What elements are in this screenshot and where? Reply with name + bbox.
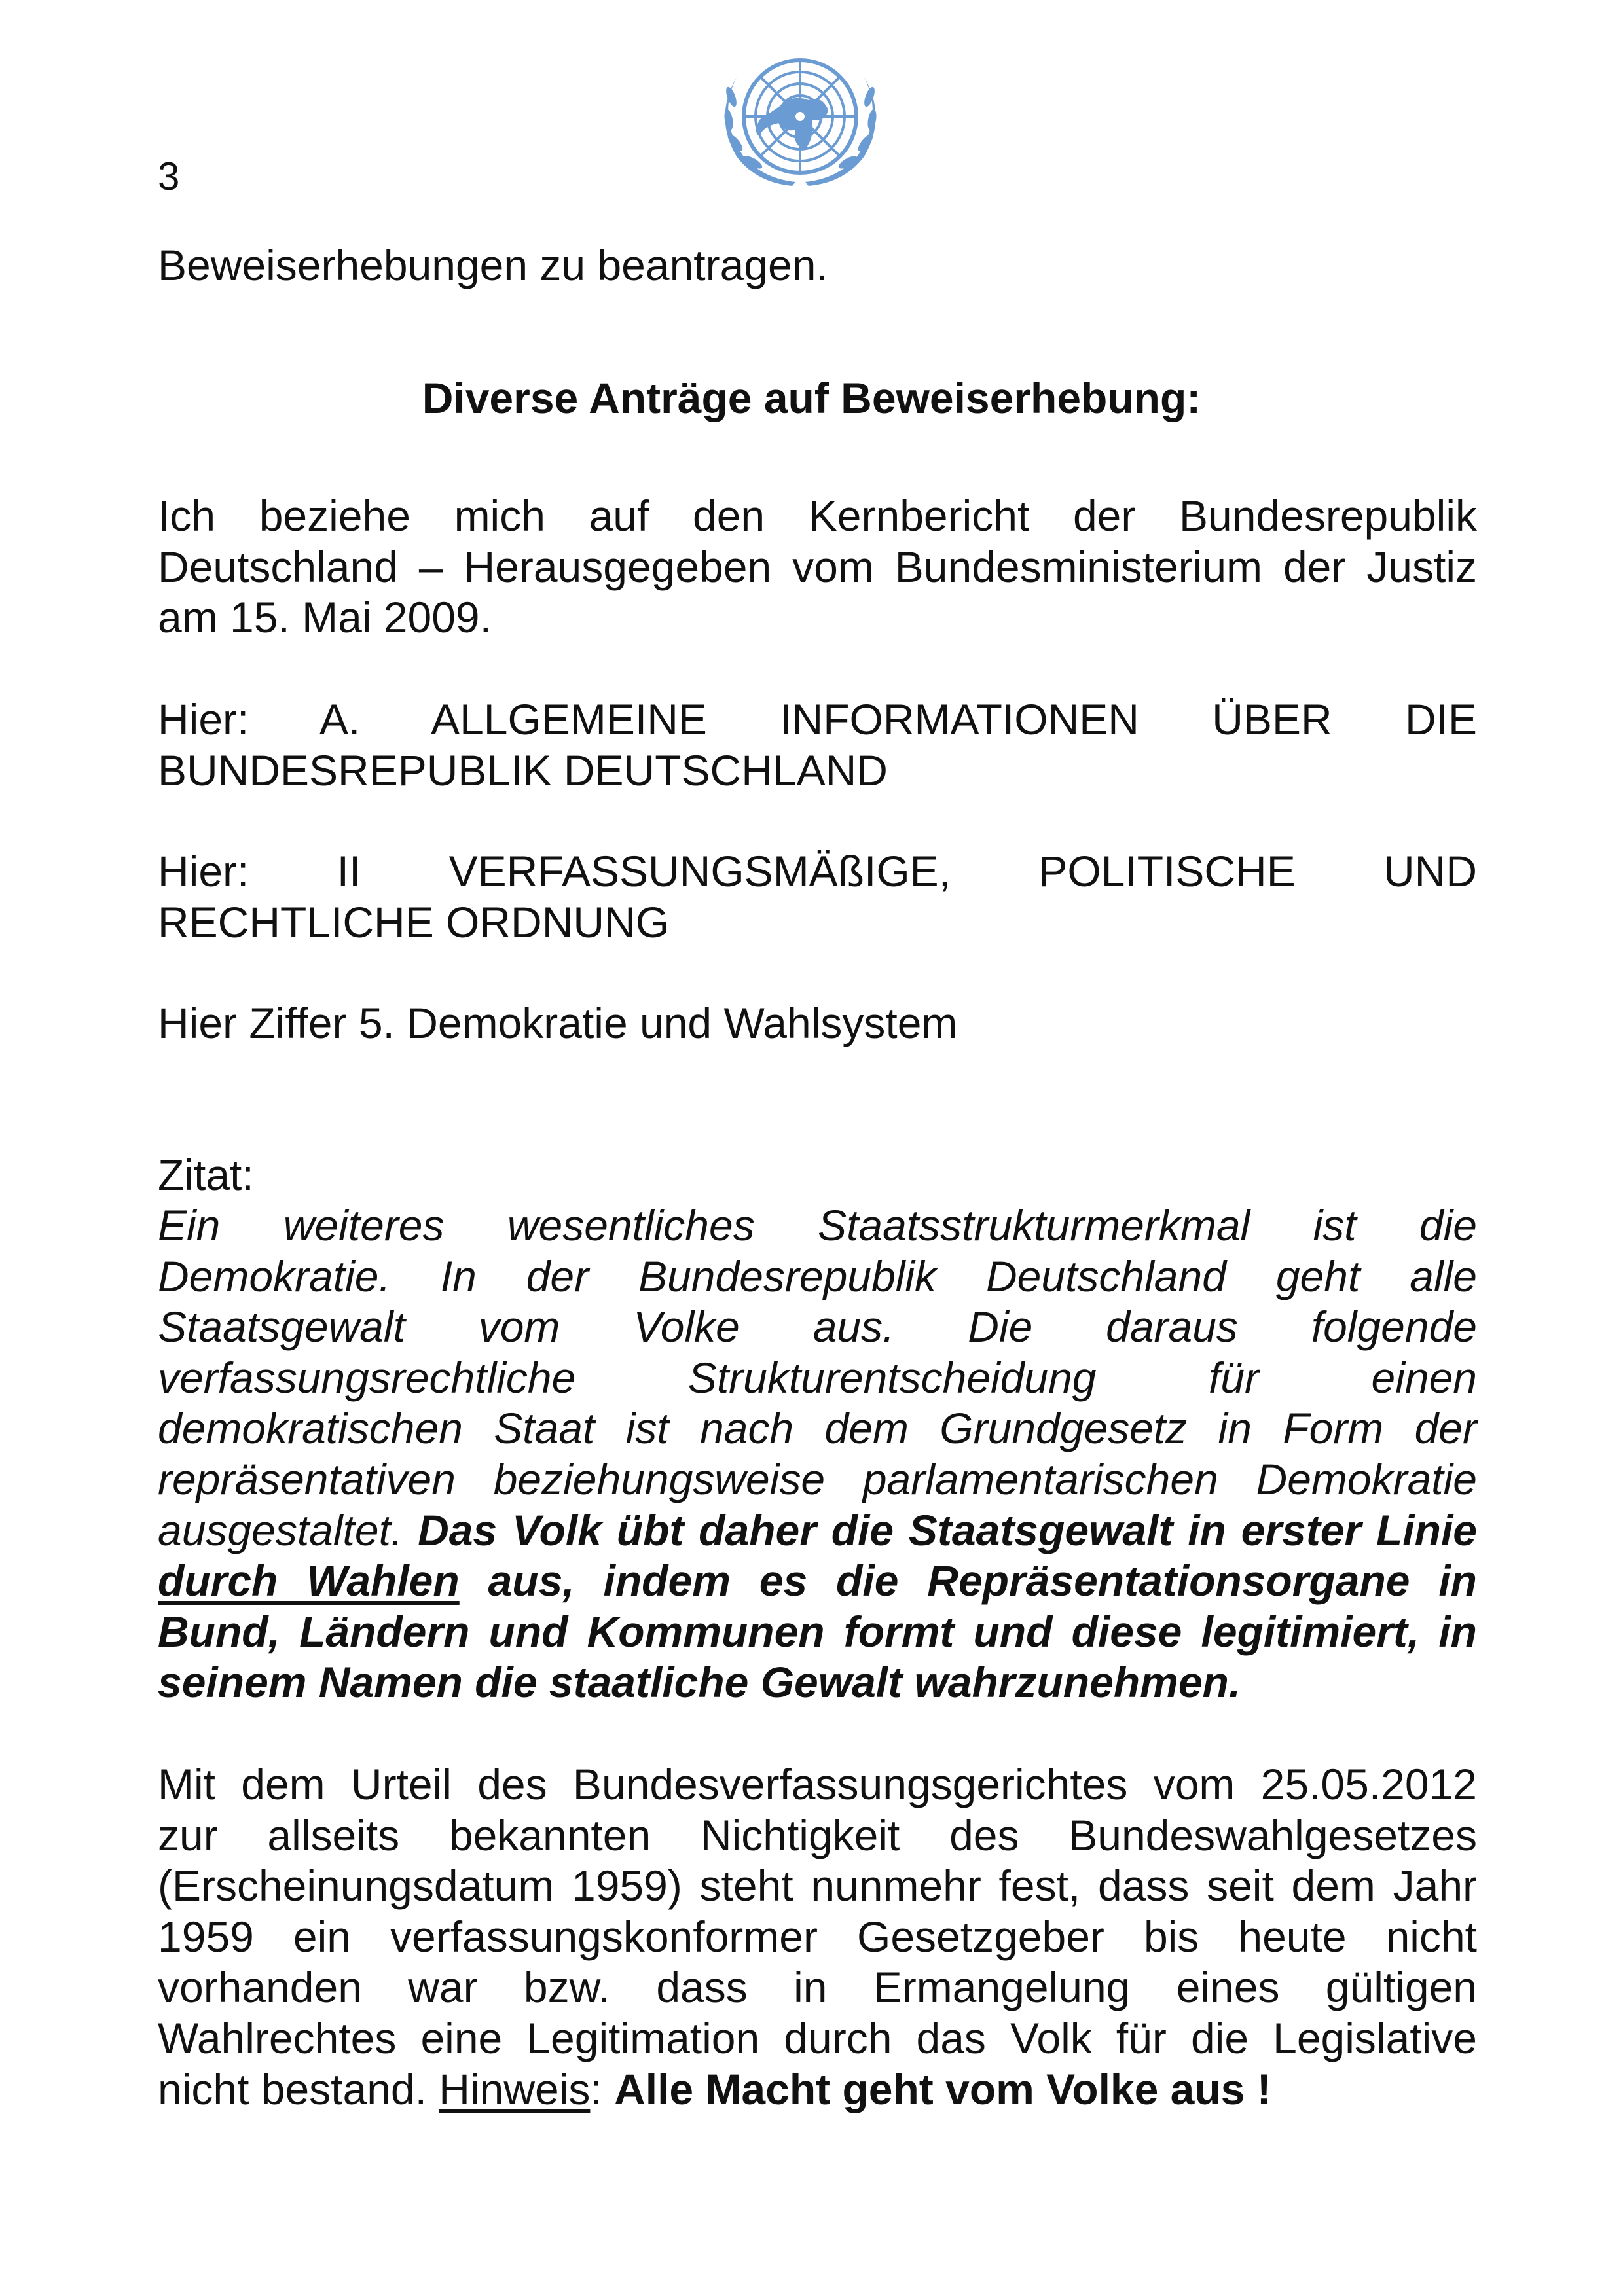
- text-line: [158, 1861, 1477, 1912]
- text-line: [158, 542, 1477, 593]
- text-segment: (Erscheinungsdatum 1959) steht nunmehr fest, dass seit dem Jahr: [158, 1861, 1477, 1910]
- text-segment: Alle Macht geht vom Volke aus !: [614, 2064, 1271, 2113]
- text-segment: Ich beziehe mich auf den Kernbericht der Bundesrepublik: [158, 492, 1477, 540]
- text-line: [158, 1657, 1477, 1708]
- text-line: [158, 1200, 1477, 1251]
- text-segment: ausgestaltet.: [158, 1505, 418, 1554]
- text-line: [158, 1912, 1477, 1963]
- text-line: [158, 2013, 1477, 2064]
- text-segment: am 15. Mai 2009.: [158, 593, 492, 642]
- text-segment: RECHTLICHE ORDNUNG: [158, 897, 670, 946]
- text-segment: Mit dem Urteil des Bundesverfassungsgerichtes vom 25.05.2012: [158, 1760, 1477, 1808]
- text-segment: Wahlrechtes eine Legitimation durch das Volk für die Legislative: [158, 2013, 1477, 2062]
- text-line: [158, 846, 1477, 897]
- paragraph-hier-a: [158, 694, 1477, 796]
- quote-block: [158, 1200, 1477, 1708]
- text-line: [158, 1962, 1477, 2013]
- un-emblem-logo: [717, 51, 884, 188]
- text-segment: Ein weiteres wesentliches Staatsstrukturmerkmal ist die: [158, 1201, 1477, 1249]
- text-segment: nicht bestand.: [158, 2064, 439, 2113]
- text-line: [158, 1810, 1477, 1861]
- text-segment: Hier: A. ALLGEMEINE INFORMATIONEN ÜBER DIE: [158, 695, 1477, 744]
- paragraph-hier-ii: [158, 846, 1477, 948]
- text-line: [158, 1454, 1477, 1505]
- text-line: [158, 745, 1477, 797]
- text-segment: Staatsgewalt vom Volke aus. Die daraus folgende: [158, 1302, 1477, 1352]
- text-segment: Hier Ziffer 5. Demokratie und Wahlsystem: [158, 999, 958, 1047]
- text-line: [158, 1505, 1477, 1556]
- text-line: [158, 1403, 1477, 1454]
- text-segment: demokratischen Staat ist nach dem Grundgesetz in Form der: [158, 1404, 1477, 1453]
- paragraph-kernbericht: [158, 491, 1477, 643]
- text-line: [158, 1607, 1477, 1658]
- text-line: [158, 897, 1477, 948]
- text-line: [158, 1150, 1477, 1201]
- text-segment: durch Wahlen: [158, 1556, 460, 1605]
- text-segment: :: [590, 2064, 615, 2113]
- text-segment: Deutschland – Herausgegeben vom Bundesministerium der Justiz: [158, 542, 1477, 591]
- section-heading: Diverse Anträge auf Beweiserhebung:: [422, 374, 1201, 422]
- text-segment: Zitat:: [158, 1151, 254, 1199]
- text-segment: verfassungsrechtliche Strukturentscheidung für einen: [158, 1353, 1477, 1402]
- text-line: [158, 1759, 1477, 1810]
- text-segment: Hinweis: [439, 2064, 591, 2113]
- text-line: [158, 1302, 1477, 1353]
- text-segment: Bund, Ländern und Kommunen formt und diese legitimiert, in: [158, 1607, 1477, 1656]
- text-segment: aus, indem es die Repräsentationsorgane in: [459, 1556, 1477, 1605]
- text-segment: Demokratie. In der Bundesrepublik Deutschland geht alle: [158, 1251, 1477, 1300]
- text-segment: repräsentativen beziehungsweise parlamentarischen Demokratie: [158, 1454, 1477, 1503]
- text-line: [158, 1353, 1477, 1404]
- text-line: [158, 592, 1477, 643]
- page-number: 3: [158, 154, 180, 198]
- text-line: [158, 240, 1477, 291]
- text-line: [158, 1251, 1477, 1302]
- text-segment: 1959 ein verfassungskonformer Gesetzgeber bis heute nicht: [158, 1912, 1477, 1961]
- text-segment: Beweiserhebungen zu beantragen.: [158, 241, 828, 289]
- text-segment: Hier: II VERFASSUNGSMÄßIGE, POLITISCHE UND: [158, 847, 1477, 895]
- text-line: [158, 1556, 1477, 1607]
- paragraph-hier-ziffer: [158, 998, 1477, 1049]
- intro-text: [158, 240, 1477, 291]
- text-segment: vorhanden war bzw. dass in Ermangelung eines gültigen: [158, 1963, 1477, 2012]
- text-segment: Das Volk übt daher die Staatsgewalt in erster Linie: [418, 1505, 1477, 1554]
- paragraph-urteil: [158, 1759, 1477, 2115]
- text-segment: zur allseits bekannten Nichtigkeit des Bundeswahlgesetzes: [158, 1810, 1477, 1859]
- text-line: [158, 491, 1477, 542]
- text-line: [158, 2064, 1477, 2115]
- text-segment: BUNDESREPUBLIK DEUTSCHLAND: [158, 745, 888, 795]
- text-line: [158, 694, 1477, 745]
- text-line: [158, 998, 1477, 1049]
- text-segment: seinem Namen die staatliche Gewalt wahrzunehmen.: [158, 1658, 1241, 1707]
- zitat-label: [158, 1150, 1477, 1201]
